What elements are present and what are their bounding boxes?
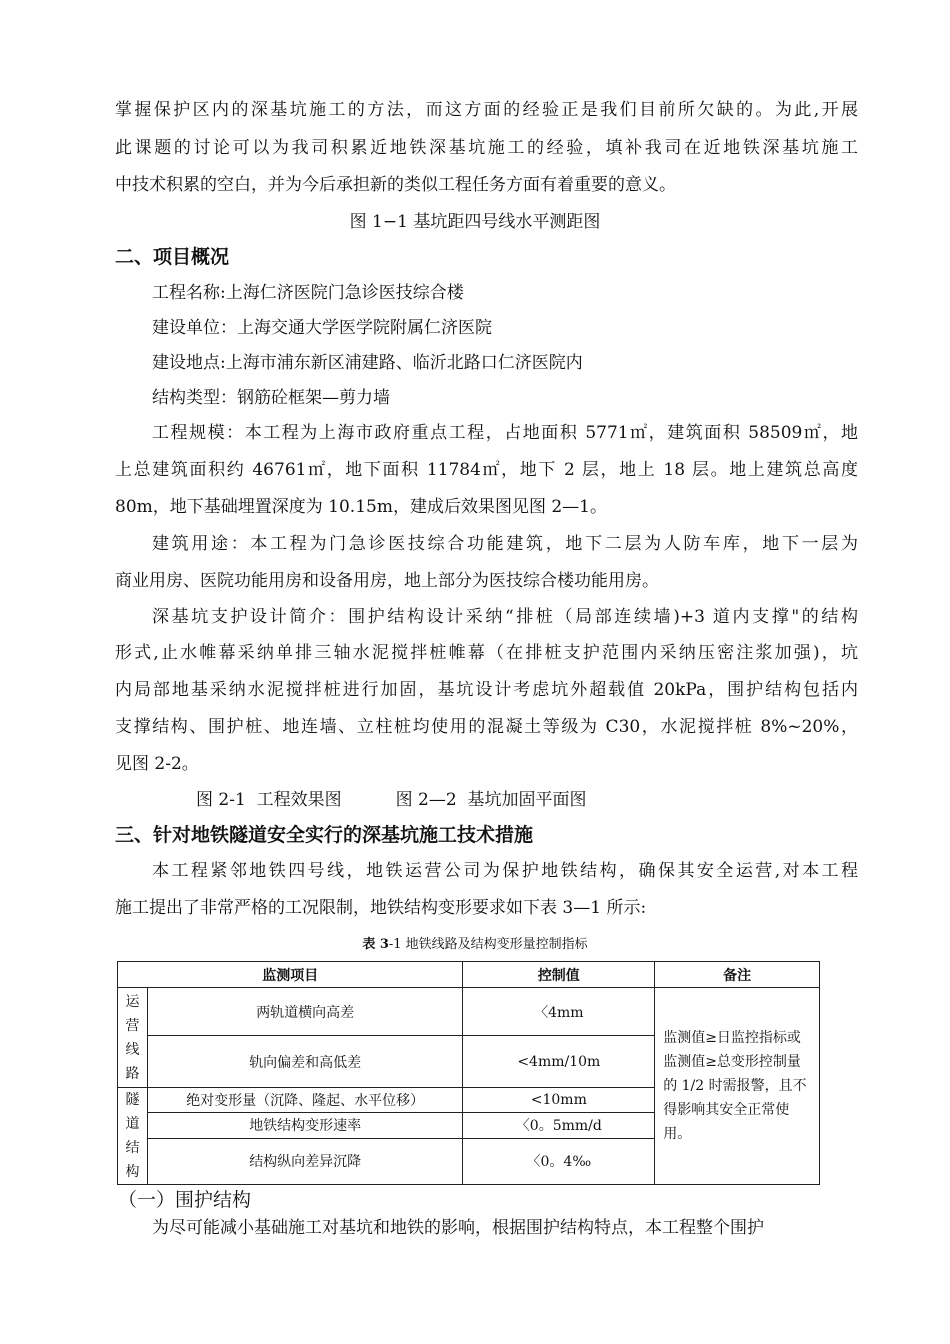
section-3-heading: 三、针对地铁隧道安全实行的深基坑施工技术措施: [115, 824, 534, 846]
intro-line-3: 中技术积累的空白，并为今后承担新的类似工程任务方面有着重要的意义。: [115, 175, 676, 195]
row-item: 结构纵向差异沉降: [147, 1138, 462, 1185]
group-label-operating-line: 运 营 线 路: [118, 988, 148, 1088]
row-item: 轨向偏差和高低差: [147, 1036, 462, 1088]
table-caption: [0, 934, 950, 956]
support-line-3: 内局部地基采纳水泥搅拌桩进行加固，基坑设计考虑坑外超载值 20kPa，围护结构包括内: [115, 680, 858, 700]
group-label-tunnel-structure: 隧 道 结 构: [118, 1088, 148, 1185]
section-3-intro-line-2: 施工提出了非常严格的工况限制，地铁结构变形要求如下表 3—1 所示:: [115, 898, 647, 918]
support-line-4: 支撑结构、围护桩、地连墙、立柱桩均使用的混凝土等级为 C30，水泥搅拌桩 8%~20%，: [115, 717, 858, 737]
subsection-1-line: 为尽可能减小基础施工对基坑和地铁的影响，根据围护结构特点，本工程整个围护: [152, 1218, 764, 1238]
scale-line-1: 工程规模：本工程为上海市政府重点工程，占地面积 5771㎡，建筑面积 58509㎡，地: [152, 423, 858, 443]
header-control-value: 控制值: [463, 962, 655, 988]
table-caption-number: 表 3: [362, 937, 389, 952]
figure-1-1-caption: 图 1−1 基坑距四号线水平测距图: [349, 212, 601, 232]
support-line-5: 见图 2-2。: [115, 754, 199, 774]
header-monitor-item: 监测项目: [118, 962, 463, 988]
builder: 建设单位：上海交通大学医学院附属仁济医院: [152, 318, 492, 338]
usage-line-2: 商业用房、医院功能用房和设备用房，地上部分为医技综合楼功能用房。: [115, 571, 659, 591]
row-item: 绝对变形量（沉降、隆起、水平位移）: [147, 1088, 462, 1113]
intro-line-2: 此课题的讨论可以为我司积累近地铁深基坑施工的经验，填补我司在近地铁深基坑施工: [115, 138, 858, 158]
figure-2-captions: 图 2-1 工程效果图 图 2—2 基坑加固平面图: [196, 790, 587, 810]
support-line-1: 深基坑支护设计简介：围护结构设计采纳“排桩（局部连续墙)+3 道内支撑"的结构: [152, 607, 858, 627]
section-3-intro-line-1: 本工程紧邻地铁四号线，地铁运营公司为保护地铁结构，确保其安全运营,对本工程: [152, 861, 858, 881]
remark-cell: 监测值≥日监控指标或监测值≥总变形控制量的 1/2 时需报警，且不得影响其安全正常使用。: [655, 988, 820, 1185]
row-value: 〈0。4‰: [463, 1138, 655, 1185]
project-name: 工程名称:上海仁济医院门急诊医技综合楼: [152, 283, 464, 303]
location: 建设地点:上海市浦东新区浦建路、临沂北路口仁济医院内: [152, 353, 583, 373]
header-remark: 备注: [655, 962, 820, 988]
structure-type: 结构类型：钢筋砼框架—剪力墙: [152, 388, 390, 408]
row-value: 〈4mm: [463, 988, 655, 1036]
row-item: 地铁结构变形速率: [147, 1113, 462, 1138]
scale-line-3: 80m，地下基础埋置深度为 10.15m，建成后效果图见图 2—1。: [115, 497, 607, 517]
row-value: <4mm/10m: [463, 1036, 655, 1088]
usage-line-1: 建筑用途：本工程为门急诊医技综合功能建筑，地下二层为人防车库，地下一层为: [152, 534, 858, 554]
scale-line-2: 上总建筑面积约 46761㎡，地下面积 11784㎡，地下 2 层，地上 18 层。地上建筑总高度: [115, 460, 858, 480]
row-value: <10mm: [463, 1088, 655, 1113]
table-row: [118, 988, 820, 1036]
table-header-row: [118, 962, 820, 988]
intro-line-1: 掌握保护区内的深基坑施工的方法，而这方面的经验正是我们目前所欠缺的。为此,开展: [115, 100, 858, 120]
row-item: 两轨道横向高差: [147, 988, 462, 1036]
subsection-1-heading: （一）围护结构: [118, 1189, 252, 1211]
support-line-2: 形式,止水帷幕采纳单排三轴水泥搅拌桩帷幕（在排桩支护范围内采纳压密注浆加强)，坑: [115, 643, 858, 663]
section-2-heading: 二、项目概况: [115, 246, 230, 268]
table-caption-text: -1 地铁线路及结构变形量控制指标: [388, 937, 588, 952]
deformation-control-table: [117, 961, 820, 1185]
row-value: 〈0。5mm/d: [463, 1113, 655, 1138]
